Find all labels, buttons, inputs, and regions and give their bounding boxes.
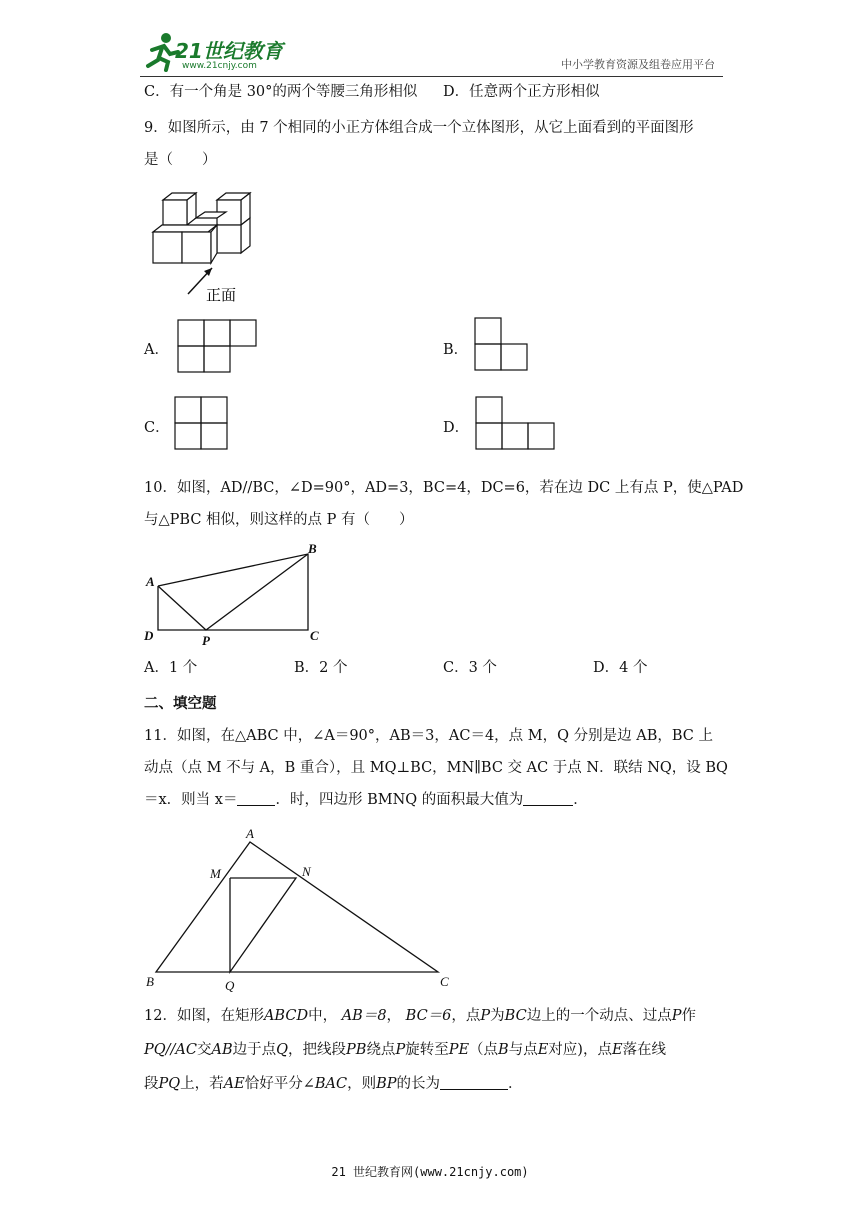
q10-option-a: A．1 个 — [144, 660, 198, 676]
q11-label-m: M — [210, 866, 221, 881]
q11-text-line1: 11．如图，在△ABC 中，∠A＝90°，AB＝3，AC＝4，点 M，Q 分别是边 AB，BC 上 — [144, 728, 713, 744]
q10-label-a: A — [146, 574, 155, 589]
page-footer: 21 世纪教育网(www.21cnjy.com) — [331, 1165, 529, 1179]
q11-figure — [140, 822, 460, 994]
q10-label-d: D — [144, 628, 154, 643]
q11-text-line3 — [144, 790, 588, 810]
q11-blank-x[interactable] — [237, 791, 275, 806]
q8-option-d: D．任意两个正方形相似 — [443, 84, 600, 100]
q12-text-line2: PQ//AC交AB边于点Q，把线段PB绕点P旋转至PE（点B与点E对应)，点E落在线 — [144, 1042, 667, 1058]
q11-line3-part2: ．时，四边形 BMNQ 的面积最大值为 — [275, 792, 524, 808]
q11-label-n: N — [302, 864, 311, 879]
q11-label-b: B — [146, 974, 154, 989]
q10-label-c: C — [310, 628, 319, 643]
q10-label-p: P — [202, 633, 210, 648]
q8-option-c: C．有一个角是 30°的两个等腰三角形相似 — [144, 84, 418, 100]
q10-text-line1: 10．如图，AD//BC，∠D=90°，AD=3，BC=4，DC=6，若在边 DC 上有点 P，使△PAD — [144, 480, 744, 496]
front-label: 正面 — [206, 288, 237, 304]
q9-option-a-figure — [176, 318, 260, 374]
q9-option-d-label: D． — [443, 420, 470, 436]
q9-option-c-figure — [173, 395, 229, 451]
header-rule — [140, 76, 723, 77]
q9-option-d-figure — [474, 395, 558, 451]
q10-label-b: B — [308, 541, 317, 556]
logo-url: www.21cnjy.com — [182, 61, 257, 71]
q11-label-q: Q — [225, 978, 235, 993]
q10-option-c: C．3 个 — [443, 660, 497, 676]
q9-option-b-label: B． — [443, 342, 469, 358]
q12-text-line3: 段PQ上，若AE恰好平分∠BAC，则BP的长为 ． — [144, 1076, 523, 1092]
q9-option-b-figure — [473, 316, 529, 372]
q11-line3-part1: ＝x．则当 x＝ — [144, 792, 238, 808]
q10-figure — [140, 538, 330, 652]
q11-line3-part3: ． — [573, 792, 588, 808]
q9-option-c-label: C． — [144, 420, 170, 436]
q9-text-line2: 是（ ） — [144, 152, 217, 168]
q10-text-line2: 与△PBC 相似，则这样的点 P 有（ ） — [144, 512, 414, 528]
q9-cube-figure — [148, 188, 258, 308]
q11-label-a: A — [246, 826, 254, 841]
q11-blank-area[interactable] — [523, 791, 573, 806]
header-platform-text: 中小学教育资源及组卷应用平台 — [561, 58, 715, 71]
q10-option-b: B．2 个 — [294, 660, 348, 676]
section-fill-in-title: 二、填空题 — [144, 696, 217, 712]
q11-text-line2: 动点（点 M 不与 A，B 重合），且 MQ⊥BC，MN∥BC 交 AC 于点 N．联结 NQ，设 BQ — [144, 760, 728, 776]
q11-label-c: C — [440, 974, 449, 989]
q9-text-line1: 9．如图所示，由 7 个相同的小正方体组合成一个立体图形，从它上面看到的平面图形 — [144, 120, 694, 136]
logo-text: 21世纪教育 — [175, 39, 283, 63]
q12-text-line1: 12．如图，在矩形ABCD中， AB＝8， BC＝6，点P为BC边上的一个动点、过点P作 — [144, 1008, 696, 1024]
q10-option-d: D．4 个 — [593, 660, 648, 676]
q9-option-a-label: A． — [144, 342, 169, 358]
q12-blank-bp[interactable] — [440, 1075, 508, 1090]
